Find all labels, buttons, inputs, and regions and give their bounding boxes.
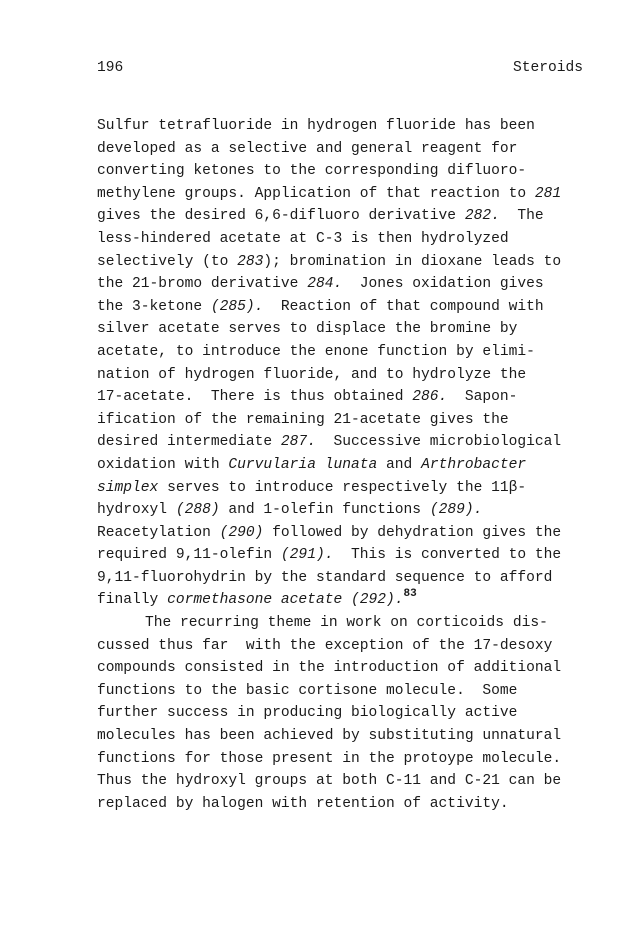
- page-number: 196: [97, 60, 124, 76]
- text-line: [97, 612, 587, 635]
- text-span: cussed thus far with the exception of the 17-desoxy: [97, 637, 553, 654]
- text-span: serves to introduce respectively the 11β-: [158, 479, 527, 496]
- italic-span: Curvularia lunata: [228, 456, 378, 473]
- text-span: Successive microbiological: [315, 434, 562, 451]
- text-line: [97, 499, 587, 522]
- italic-span: simplex: [97, 479, 159, 496]
- text-span: acetate, to introduce the enone function by elimi-: [97, 343, 535, 360]
- text-span: required 9,11-olefin: [97, 547, 281, 564]
- text-span: oxidation with: [97, 456, 229, 473]
- text-span: the 3-ketone: [97, 298, 211, 315]
- text-span: further success in producing biologically active: [97, 705, 518, 722]
- italic-span: (285).: [210, 298, 264, 315]
- italic-span: 283: [237, 253, 264, 270]
- text-line: [97, 364, 587, 387]
- italic-span: 281: [534, 185, 562, 202]
- text-span: finally: [97, 592, 168, 609]
- italic-span: (291).: [280, 547, 334, 564]
- text-span: less-hindered acetate at C-3 is then hydrolyzed: [97, 230, 509, 247]
- text-span: developed as a selective and general reagent for: [97, 140, 518, 157]
- text-span: and 1-olefin functions: [219, 502, 430, 519]
- text-line: [97, 183, 587, 206]
- text-line: [97, 228, 587, 251]
- body-text: [97, 115, 587, 815]
- text-span: 17-acetate. There is thus obtained: [97, 389, 413, 406]
- text-line: [97, 386, 587, 409]
- text-span: Sapon-: [447, 389, 518, 406]
- text-line: [97, 657, 587, 680]
- text-line: [97, 431, 587, 454]
- text-line: [97, 341, 587, 364]
- italic-span: (289).: [429, 502, 483, 519]
- text-span: molecules has been achieved by substituting unnatural: [97, 728, 562, 745]
- text-span: silver acetate serves to displace the bromine by: [97, 321, 518, 338]
- running-head: Steroids: [512, 60, 583, 76]
- italic-span: 286.: [412, 389, 448, 406]
- italic-span: 287.: [280, 434, 316, 451]
- text-span: ); bromination in dioxane leads to: [263, 253, 562, 270]
- text-span: Reacetylation: [97, 524, 220, 541]
- text-line: [97, 680, 587, 703]
- italic-span: (290): [219, 524, 264, 541]
- italic-span: (288): [175, 502, 220, 519]
- text-line: [97, 296, 587, 319]
- text-span: The: [499, 208, 544, 225]
- text-span: followed by dehydration gives the: [263, 524, 562, 541]
- text-span: functions for those present in the protoype molecule.: [97, 750, 562, 767]
- italic-span: Arthrobacter: [421, 456, 527, 473]
- text-line: [97, 725, 587, 748]
- text-span: Jones oxidation gives: [342, 276, 544, 293]
- text-line: [97, 477, 587, 500]
- text-span: nation of hydrogen fluoride, and to hydrolyze the: [97, 366, 527, 383]
- text-line: [97, 138, 587, 161]
- text-span: Reaction of that compound with: [263, 298, 544, 315]
- text-line: [97, 702, 587, 725]
- text-span: 9,11-fluorohydrin by the standard sequence to afford: [97, 569, 553, 586]
- text-line: [97, 770, 587, 793]
- text-line: [97, 160, 587, 183]
- italic-span: 282.: [464, 208, 500, 225]
- text-span: and: [377, 456, 422, 473]
- text-span: functions to the basic cortisone molecule. Some: [97, 682, 518, 699]
- text-span: hydroxyl: [97, 502, 176, 519]
- text-span: Sulfur tetrafluoride in hydrogen fluoride has been: [97, 118, 535, 134]
- text-line: [97, 544, 587, 567]
- text-line: [97, 251, 587, 274]
- text-line: [97, 273, 587, 296]
- paragraph-1: [97, 115, 587, 612]
- text-line: [97, 522, 587, 545]
- text-span: Thus the hydroxyl groups at both C-11 and C-21 can be: [97, 773, 562, 790]
- italic-span: 284.: [307, 276, 343, 293]
- text-span: gives the desired 6,6-difluoro derivative: [97, 208, 465, 225]
- text-span: methylene groups. Application of that reaction to: [97, 185, 535, 202]
- footnote-ref: 83: [403, 588, 417, 601]
- text-span: replaced by halogen with retention of activity.: [97, 795, 509, 812]
- text-line: [97, 635, 587, 658]
- page-header: [97, 60, 583, 80]
- text-line: [97, 589, 587, 612]
- text-span: ification of the remaining 21-acetate gives the: [97, 411, 509, 428]
- text-line: [97, 567, 587, 590]
- paragraph-2: [97, 612, 587, 815]
- text-span: selectively (to: [97, 253, 238, 270]
- italic-span: cormethasone acetate (292).: [167, 592, 404, 609]
- text-line: [97, 793, 587, 816]
- text-line: [97, 115, 587, 138]
- text-line: [97, 205, 587, 228]
- text-span: compounds consisted in the introduction of additional: [97, 660, 562, 677]
- text-span: The recurring theme in work on corticoids dis-: [145, 615, 548, 632]
- text-span: the 21-bromo derivative: [97, 276, 308, 293]
- text-span: converting ketones to the corresponding difluoro-: [97, 163, 527, 180]
- text-line: [97, 748, 587, 771]
- text-line: [97, 454, 587, 477]
- text-line: [97, 409, 587, 432]
- text-span: This is converted to the: [333, 547, 562, 564]
- text-line: [97, 318, 587, 341]
- text-span: desired intermediate: [97, 434, 281, 451]
